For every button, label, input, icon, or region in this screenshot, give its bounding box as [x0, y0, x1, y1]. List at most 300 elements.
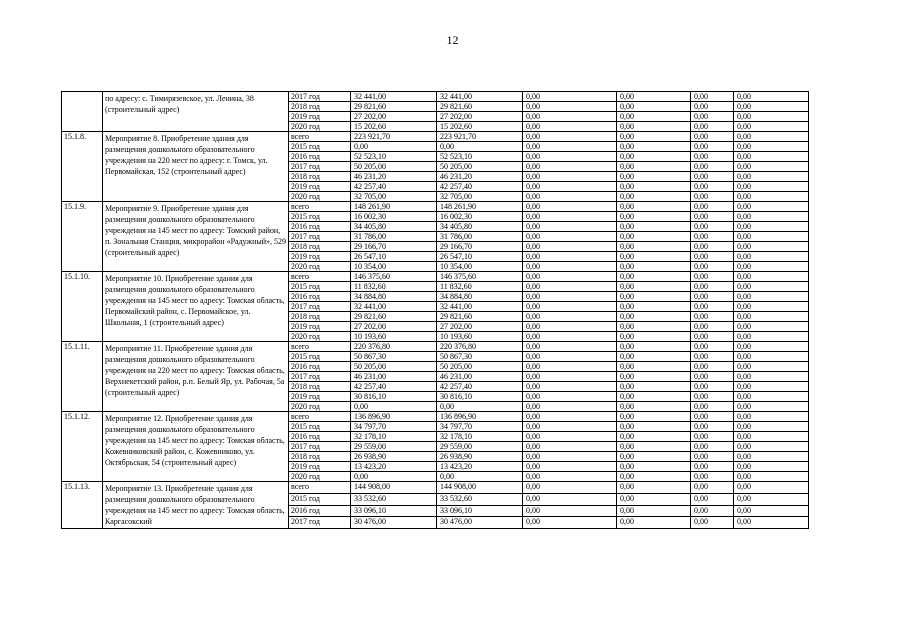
period-cell: 2015 год	[289, 212, 351, 222]
amount-cell: 0,00	[734, 302, 809, 312]
amount-cell: 0,00	[617, 142, 691, 152]
period-cell: 2015 год	[289, 493, 351, 505]
amount-cell: 0,00	[617, 442, 691, 452]
amount-cell: 50 867,30	[437, 352, 523, 362]
amount-cell: 0,00	[437, 472, 523, 482]
amount-cell: 0,00	[617, 122, 691, 132]
amount-cell: 0,00	[351, 402, 437, 412]
amount-cell: 32 705,00	[351, 192, 437, 202]
budget-table	[61, 91, 809, 529]
measure-code: 15.1.12.	[62, 412, 103, 482]
amount-cell: 16 002,30	[437, 212, 523, 222]
amount-cell: 0,00	[617, 212, 691, 222]
period-cell: 2020 год	[289, 472, 351, 482]
amount-cell: 0,00	[523, 222, 617, 232]
amount-cell: 29 559,00	[437, 442, 523, 452]
amount-cell: 0,00	[734, 252, 809, 262]
amount-cell: 0,00	[691, 442, 734, 452]
amount-cell: 0,00	[523, 192, 617, 202]
amount-cell: 0,00	[617, 452, 691, 462]
amount-cell: 223 921,70	[351, 132, 437, 142]
amount-cell: 0,00	[617, 172, 691, 182]
amount-cell: 0,00	[437, 402, 523, 412]
amount-cell: 0,00	[734, 142, 809, 152]
amount-cell: 0,00	[523, 462, 617, 472]
amount-cell: 0,00	[523, 372, 617, 382]
period-cell: 2015 год	[289, 352, 351, 362]
amount-cell: 0,00	[734, 362, 809, 372]
amount-cell: 0,00	[734, 412, 809, 422]
period-cell: 2018 год	[289, 312, 351, 322]
amount-cell: 0,00	[734, 422, 809, 432]
page-number: 12	[446, 33, 459, 47]
amount-cell: 32 441,00	[437, 302, 523, 312]
amount-cell: 33 096,10	[351, 505, 437, 517]
amount-cell: 0,00	[523, 505, 617, 517]
amount-cell: 0,00	[617, 182, 691, 192]
measure-description: по адресу: с. Тимирязевское, ул. Ленина, 38 (строительный адрес)	[103, 92, 289, 132]
amount-cell: 46 231,00	[437, 372, 523, 382]
amount-cell: 30 816,10	[351, 392, 437, 402]
amount-cell: 0,00	[734, 202, 809, 212]
amount-cell: 52 523,10	[351, 152, 437, 162]
amount-cell: 0,00	[351, 472, 437, 482]
amount-cell: 13 423,20	[351, 462, 437, 472]
period-cell: 2015 год	[289, 282, 351, 292]
amount-cell: 220 376,80	[351, 342, 437, 352]
amount-cell: 0,00	[691, 222, 734, 232]
amount-cell: 0,00	[691, 192, 734, 202]
amount-cell: 148 261,90	[351, 202, 437, 212]
amount-cell: 0,00	[734, 162, 809, 172]
amount-cell: 0,00	[617, 472, 691, 482]
period-cell: 2019 год	[289, 182, 351, 192]
period-cell: 2018 год	[289, 242, 351, 252]
measure-code: 15.1.11.	[62, 342, 103, 412]
amount-cell: 34 405,80	[437, 222, 523, 232]
amount-cell: 0,00	[523, 442, 617, 452]
amount-cell: 0,00	[523, 232, 617, 242]
amount-cell: 0,00	[617, 432, 691, 442]
measure-code: 15.1.9.	[62, 202, 103, 272]
amount-cell: 0,00	[523, 402, 617, 412]
amount-cell: 0,00	[734, 182, 809, 192]
amount-cell: 0,00	[691, 332, 734, 342]
amount-cell: 30 476,00	[437, 517, 523, 529]
table-row	[62, 272, 809, 282]
amount-cell: 0,00	[523, 517, 617, 529]
period-cell: всего	[289, 202, 351, 212]
amount-cell: 0,00	[734, 482, 809, 494]
amount-cell: 10 193,60	[437, 332, 523, 342]
amount-cell: 0,00	[691, 172, 734, 182]
measure-code: 15.1.10.	[62, 272, 103, 342]
amount-cell: 0,00	[617, 372, 691, 382]
amount-cell: 0,00	[523, 182, 617, 192]
amount-cell: 29 821,60	[437, 102, 523, 112]
amount-cell: 0,00	[617, 132, 691, 142]
period-cell: 2017 год	[289, 442, 351, 452]
amount-cell: 42 257,40	[351, 182, 437, 192]
amount-cell: 46 231,20	[351, 172, 437, 182]
amount-cell: 29 821,60	[351, 312, 437, 322]
amount-cell: 146 375,60	[351, 272, 437, 282]
amount-cell: 0,00	[734, 292, 809, 302]
amount-cell: 0,00	[734, 452, 809, 462]
amount-cell: 0,00	[734, 262, 809, 272]
amount-cell: 0,00	[523, 352, 617, 362]
amount-cell: 0,00	[523, 152, 617, 162]
amount-cell: 0,00	[691, 242, 734, 252]
period-cell: 2015 год	[289, 142, 351, 152]
amount-cell: 29 821,60	[351, 102, 437, 112]
amount-cell: 0,00	[523, 362, 617, 372]
amount-cell: 0,00	[734, 442, 809, 452]
amount-cell: 0,00	[523, 432, 617, 442]
amount-cell: 0,00	[691, 482, 734, 494]
amount-cell: 0,00	[523, 162, 617, 172]
amount-cell: 0,00	[617, 272, 691, 282]
amount-cell: 0,00	[523, 382, 617, 392]
amount-cell: 32 441,00	[351, 302, 437, 312]
amount-cell: 42 257,40	[437, 382, 523, 392]
amount-cell: 50 867,30	[351, 352, 437, 362]
amount-cell: 30 816,10	[437, 392, 523, 402]
period-cell: 2016 год	[289, 292, 351, 302]
amount-cell: 50 205,00	[351, 362, 437, 372]
table-body	[62, 92, 809, 529]
amount-cell: 0,00	[617, 392, 691, 402]
amount-cell: 0,00	[617, 92, 691, 102]
amount-cell: 0,00	[617, 505, 691, 517]
amount-cell: 0,00	[691, 412, 734, 422]
amount-cell: 0,00	[523, 102, 617, 112]
amount-cell: 32 705,00	[437, 192, 523, 202]
period-cell: 2019 год	[289, 252, 351, 262]
amount-cell: 0,00	[691, 282, 734, 292]
amount-cell: 0,00	[734, 282, 809, 292]
measure-description: Мероприятие 8. Приобретение здания для размещения дошкольного образовательного учреждения на 220 мест по адресу: г. Томск, ул. Первомайская, 152 (строительный адрес)	[103, 132, 289, 202]
amount-cell: 0,00	[617, 162, 691, 172]
amount-cell: 10 354,00	[351, 262, 437, 272]
amount-cell: 0,00	[734, 352, 809, 362]
period-cell: 2020 год	[289, 332, 351, 342]
amount-cell: 0,00	[523, 472, 617, 482]
amount-cell: 146 375,60	[437, 272, 523, 282]
amount-cell: 0,00	[691, 182, 734, 192]
amount-cell: 0,00	[523, 272, 617, 282]
amount-cell: 0,00	[523, 332, 617, 342]
amount-cell: 46 231,20	[437, 172, 523, 182]
amount-cell: 15 202,60	[351, 122, 437, 132]
amount-cell: 0,00	[617, 352, 691, 362]
amount-cell: 0,00	[691, 505, 734, 517]
amount-cell: 136 896,90	[437, 412, 523, 422]
amount-cell: 0,00	[617, 252, 691, 262]
amount-cell: 0,00	[734, 102, 809, 112]
period-cell: 2017 год	[289, 517, 351, 529]
amount-cell: 0,00	[523, 92, 617, 102]
amount-cell: 15 202,60	[437, 122, 523, 132]
amount-cell: 0,00	[523, 122, 617, 132]
amount-cell: 0,00	[617, 202, 691, 212]
amount-cell: 0,00	[734, 222, 809, 232]
amount-cell: 0,00	[523, 422, 617, 432]
period-cell: 2017 год	[289, 92, 351, 102]
amount-cell: 11 832,60	[437, 282, 523, 292]
amount-cell: 0,00	[617, 302, 691, 312]
amount-cell: 27 202,00	[351, 112, 437, 122]
amount-cell: 42 257,40	[437, 182, 523, 192]
amount-cell: 223 921,70	[437, 132, 523, 142]
amount-cell: 26 547,10	[351, 252, 437, 262]
amount-cell: 0,00	[691, 312, 734, 322]
amount-cell: 0,00	[691, 272, 734, 282]
amount-cell: 50 205,00	[437, 162, 523, 172]
amount-cell: 0,00	[617, 322, 691, 332]
table-row	[62, 342, 809, 352]
table-row	[62, 202, 809, 212]
measure-description: Мероприятие 13. Приобретение здания для размещения дошкольного образовательного учреждения на 145 мест по адресу: Томская область, Каргасокский	[103, 482, 289, 529]
amount-cell: 13 423,20	[437, 462, 523, 472]
amount-cell: 0,00	[617, 292, 691, 302]
amount-cell: 0,00	[734, 432, 809, 442]
amount-cell: 0,00	[617, 102, 691, 112]
period-cell: всего	[289, 412, 351, 422]
amount-cell: 0,00	[734, 122, 809, 132]
amount-cell: 0,00	[617, 112, 691, 122]
measure-description: Мероприятие 11. Приобретение здания для размещения дошкольного образовательного учреждения на 220 мест по адресу: Томская область, Верхнекетский район, р.п. Белый Яр, ул. Рабочая, 5а (строительный адрес)	[103, 342, 289, 412]
amount-cell: 16 002,30	[351, 212, 437, 222]
amount-cell: 31 786,00	[351, 232, 437, 242]
table-row	[62, 92, 809, 102]
amount-cell: 0,00	[351, 142, 437, 152]
measure-description: Мероприятие 10. Приобретение здания для размещения дошкольного образовательного учреждения на 145 мест по адресу: Томская область, Первомайский район, с. Первомайское, ул. Школьная, 1 (строительный адрес)	[103, 272, 289, 342]
period-cell: 2019 год	[289, 392, 351, 402]
amount-cell: 0,00	[523, 322, 617, 332]
amount-cell: 0,00	[691, 452, 734, 462]
measure-code	[62, 92, 103, 132]
amount-cell: 0,00	[617, 382, 691, 392]
amount-cell: 29 821,60	[437, 312, 523, 322]
table-row	[62, 482, 809, 494]
table-row	[62, 132, 809, 142]
amount-cell: 33 532,60	[351, 493, 437, 505]
amount-cell: 0,00	[523, 342, 617, 352]
amount-cell: 0,00	[523, 202, 617, 212]
amount-cell: 0,00	[691, 432, 734, 442]
period-cell: 2019 год	[289, 462, 351, 472]
amount-cell: 0,00	[617, 362, 691, 372]
amount-cell: 0,00	[523, 392, 617, 402]
amount-cell: 50 205,00	[437, 362, 523, 372]
amount-cell: 0,00	[523, 262, 617, 272]
amount-cell: 0,00	[691, 102, 734, 112]
period-cell: 2018 год	[289, 102, 351, 112]
measure-code: 15.1.13.	[62, 482, 103, 529]
amount-cell: 0,00	[617, 332, 691, 342]
amount-cell: 32 441,00	[437, 92, 523, 102]
amount-cell: 50 205,00	[351, 162, 437, 172]
amount-cell: 0,00	[691, 362, 734, 372]
period-cell: 2020 год	[289, 262, 351, 272]
period-cell: 2017 год	[289, 372, 351, 382]
amount-cell: 32 178,10	[351, 432, 437, 442]
amount-cell: 33 532,60	[437, 493, 523, 505]
amount-cell: 0,00	[691, 142, 734, 152]
amount-cell: 0,00	[691, 212, 734, 222]
amount-cell: 0,00	[734, 192, 809, 202]
amount-cell: 0,00	[734, 212, 809, 222]
amount-cell: 0,00	[523, 242, 617, 252]
amount-cell: 0,00	[734, 402, 809, 412]
amount-cell: 0,00	[617, 262, 691, 272]
amount-cell: 0,00	[617, 482, 691, 494]
amount-cell: 0,00	[691, 232, 734, 242]
period-cell: 2018 год	[289, 452, 351, 462]
amount-cell: 0,00	[691, 382, 734, 392]
amount-cell: 0,00	[734, 112, 809, 122]
amount-cell: 0,00	[691, 422, 734, 432]
amount-cell: 0,00	[691, 292, 734, 302]
amount-cell: 26 938,90	[351, 452, 437, 462]
period-cell: 2016 год	[289, 505, 351, 517]
amount-cell: 0,00	[617, 152, 691, 162]
amount-cell: 0,00	[523, 292, 617, 302]
amount-cell: 34 884,80	[351, 292, 437, 302]
amount-cell: 0,00	[523, 132, 617, 142]
period-cell: 2016 год	[289, 222, 351, 232]
amount-cell: 0,00	[734, 322, 809, 332]
amount-cell: 0,00	[617, 282, 691, 292]
period-cell: всего	[289, 342, 351, 352]
amount-cell: 26 547,10	[437, 252, 523, 262]
amount-cell: 0,00	[523, 312, 617, 322]
amount-cell: 0,00	[691, 302, 734, 312]
amount-cell: 0,00	[734, 242, 809, 252]
amount-cell: 30 476,00	[351, 517, 437, 529]
amount-cell: 52 523,10	[437, 152, 523, 162]
amount-cell: 136 896,90	[351, 412, 437, 422]
period-cell: 2018 год	[289, 172, 351, 182]
amount-cell: 34 797,70	[351, 422, 437, 432]
amount-cell: 0,00	[734, 517, 809, 529]
amount-cell: 0,00	[691, 262, 734, 272]
period-cell: 2019 год	[289, 322, 351, 332]
amount-cell: 46 231,00	[351, 372, 437, 382]
amount-cell: 0,00	[734, 232, 809, 242]
amount-cell: 0,00	[691, 372, 734, 382]
amount-cell: 0,00	[523, 212, 617, 222]
amount-cell: 31 786,00	[437, 232, 523, 242]
amount-cell: 0,00	[691, 322, 734, 332]
period-cell: 2020 год	[289, 192, 351, 202]
measure-description: Мероприятие 9. Приобретение здания для размещения дошкольного образовательного учреждения на 145 мест по адресу: Томский район, п. Зональная Станция, микрорайон «Радужный», 529 (строительный адрес)	[103, 202, 289, 272]
amount-cell: 42 257,40	[351, 382, 437, 392]
amount-cell: 0,00	[617, 232, 691, 242]
amount-cell: 27 202,00	[351, 322, 437, 332]
amount-cell: 0,00	[437, 142, 523, 152]
amount-cell: 0,00	[617, 312, 691, 322]
amount-cell: 0,00	[691, 517, 734, 529]
amount-cell: 0,00	[691, 472, 734, 482]
amount-cell: 0,00	[523, 282, 617, 292]
amount-cell: 0,00	[734, 372, 809, 382]
period-cell: 2016 год	[289, 152, 351, 162]
table-row	[62, 412, 809, 422]
amount-cell: 0,00	[734, 172, 809, 182]
amount-cell: 0,00	[734, 472, 809, 482]
amount-cell: 33 096,10	[437, 505, 523, 517]
amount-cell: 0,00	[691, 402, 734, 412]
amount-cell: 32 178,10	[437, 432, 523, 442]
period-cell: всего	[289, 132, 351, 142]
amount-cell: 0,00	[523, 412, 617, 422]
period-cell: всего	[289, 482, 351, 494]
amount-cell: 0,00	[617, 242, 691, 252]
period-cell: 2018 год	[289, 382, 351, 392]
amount-cell: 0,00	[734, 493, 809, 505]
amount-cell: 0,00	[617, 462, 691, 472]
amount-cell: 0,00	[691, 202, 734, 212]
amount-cell: 27 202,00	[437, 112, 523, 122]
amount-cell: 0,00	[691, 162, 734, 172]
amount-cell: 0,00	[691, 122, 734, 132]
amount-cell: 0,00	[523, 452, 617, 462]
amount-cell: 144 908,00	[437, 482, 523, 494]
amount-cell: 0,00	[523, 482, 617, 494]
period-cell: всего	[289, 272, 351, 282]
amount-cell: 0,00	[691, 92, 734, 102]
amount-cell: 0,00	[734, 272, 809, 282]
amount-cell: 29 559,00	[351, 442, 437, 452]
amount-cell: 0,00	[734, 312, 809, 322]
amount-cell: 144 908,00	[351, 482, 437, 494]
amount-cell: 0,00	[734, 92, 809, 102]
amount-cell: 0,00	[691, 152, 734, 162]
amount-cell: 0,00	[617, 222, 691, 232]
amount-cell: 0,00	[691, 132, 734, 142]
amount-cell: 0,00	[734, 332, 809, 342]
period-cell: 2020 год	[289, 402, 351, 412]
amount-cell: 0,00	[734, 505, 809, 517]
amount-cell: 27 202,00	[437, 322, 523, 332]
amount-cell: 0,00	[691, 352, 734, 362]
amount-cell: 10 354,00	[437, 262, 523, 272]
amount-cell: 34 405,80	[351, 222, 437, 232]
period-cell: 2020 год	[289, 122, 351, 132]
amount-cell: 34 884,80	[437, 292, 523, 302]
amount-cell: 11 832,60	[351, 282, 437, 292]
amount-cell: 0,00	[734, 132, 809, 142]
period-cell: 2017 год	[289, 162, 351, 172]
amount-cell: 0,00	[734, 462, 809, 472]
amount-cell: 0,00	[617, 422, 691, 432]
amount-cell: 29 166,70	[437, 242, 523, 252]
amount-cell: 0,00	[691, 493, 734, 505]
amount-cell: 0,00	[734, 382, 809, 392]
measure-description: Мероприятие 12. Приобретение здания для размещения дошкольного образовательного учреждения на 145 мест по адресу: Томская область, Кожевниковский район, с. Кожевниково, ул. Октябрьская, 54 (строительный адрес)	[103, 412, 289, 482]
amount-cell: 0,00	[734, 392, 809, 402]
amount-cell: 0,00	[691, 342, 734, 352]
amount-cell: 0,00	[617, 517, 691, 529]
amount-cell: 0,00	[691, 462, 734, 472]
amount-cell: 220 376,80	[437, 342, 523, 352]
period-cell: 2019 год	[289, 112, 351, 122]
measure-code: 15.1.8.	[62, 132, 103, 202]
amount-cell: 148 261,90	[437, 202, 523, 212]
amount-cell: 0,00	[523, 172, 617, 182]
